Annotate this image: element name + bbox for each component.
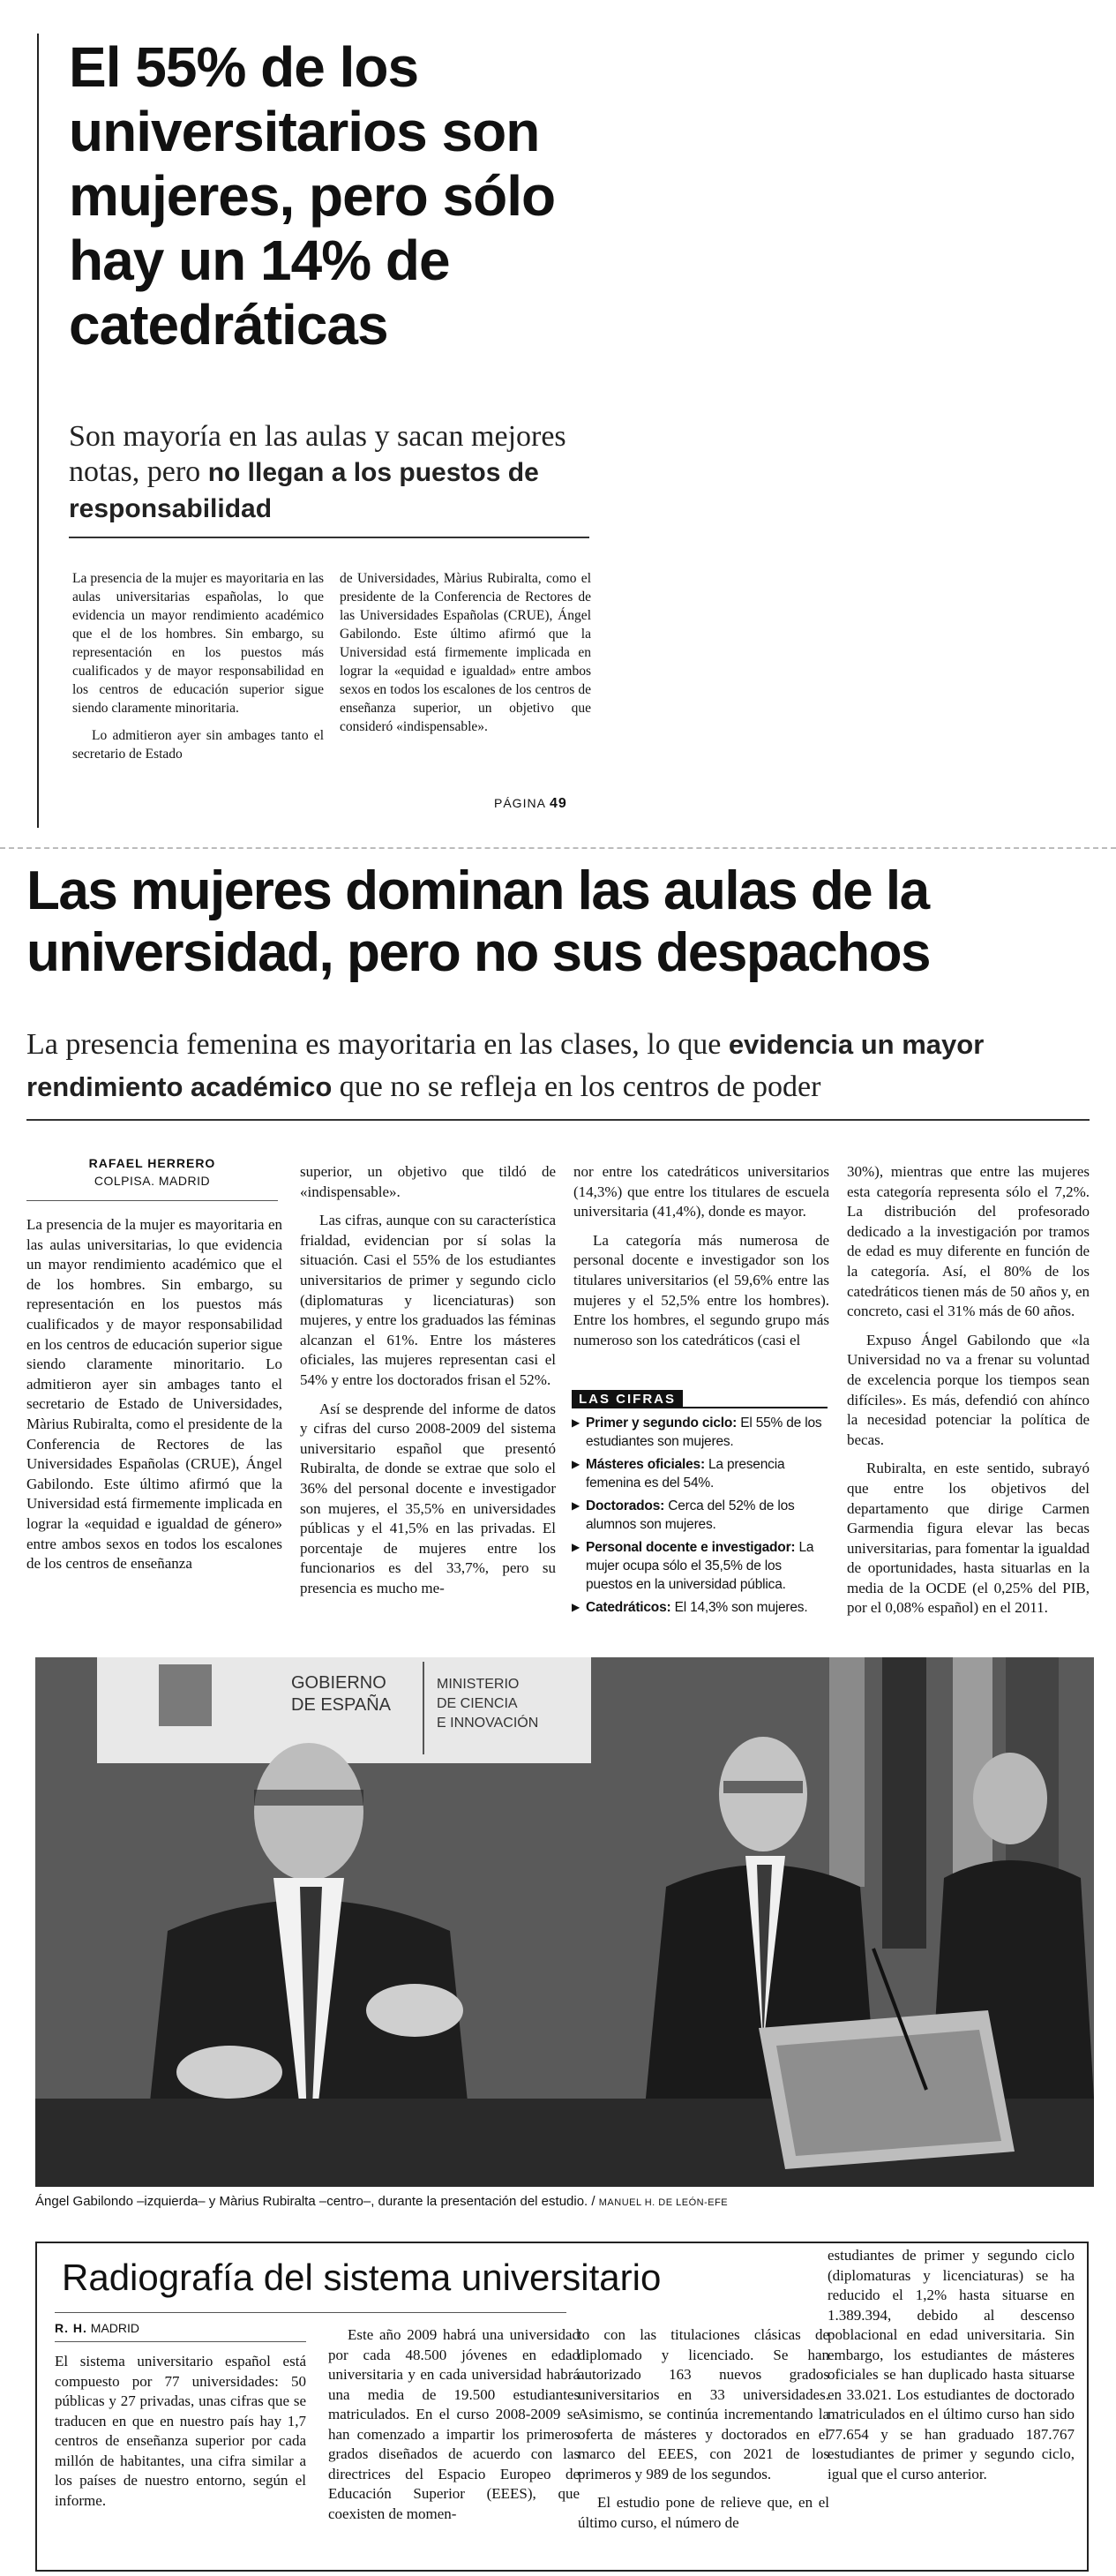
article2-divider <box>26 1119 1090 1121</box>
article1-subheadline-plain: Son mayoría en las aulas y sacan mejores notas, pero <box>69 420 566 488</box>
byline-divider <box>55 2341 306 2342</box>
article1-paragraph: Lo admitieron ayer sin ambages tanto el secretario de Estado <box>72 728 324 762</box>
article2-column-1 <box>26 1215 282 1583</box>
page-reference-number: 49 <box>550 796 567 811</box>
article1-paragraph: de Universidades, Màrius Rubiralta, como el presidente de la Conferencia de Rectores de las Universidades Españolas (CRUE), Ángel Gabilondo. Este último afirmó que la Universidad está firmemente implicada en lograr la «equidad e igualdad» entre ambos sexos en todos los escalones de los centros de enseñanza superior, un objetivo que consideró «indispensable». <box>340 571 591 734</box>
key-figure-text: El 14,3% son mujeres. <box>670 1600 808 1615</box>
article2-paragraph: Así se desprende del informe de datos y cifras del curso 2008-2009 del sistema universitario español que presentó Rubiralta, de donde se extrae que solo el 36% del personal docente e investigador son mujeres, el 35,5% en universidades públicas y el 41,5% en las privadas. El porcentaje de mujeres entre los funcionarios es del 33,7%, pero su presencia es mucho me- <box>300 1400 556 1596</box>
byline-place: MADRID <box>90 2321 140 2335</box>
byline-divider <box>26 1200 278 1201</box>
key-figure-item <box>572 1414 828 1451</box>
article3-byline <box>55 2321 139 2335</box>
article2-paragraph: nor entre los catedráticos universitarios (14,3%) que entre los titulares de escuela universitaria (41,4%), donde es mayor. <box>573 1163 829 1220</box>
article3-column-1 <box>55 2352 306 2520</box>
clipping-separator <box>0 847 1116 849</box>
article2-column-4 <box>847 1162 1090 1627</box>
press-photo <box>35 1657 1094 2187</box>
article1-page-reference[interactable] <box>494 796 567 812</box>
article1-left-rule <box>37 34 39 828</box>
sign-ministry-3: E INNOVACIÓN <box>437 1716 539 1731</box>
article2-subheadline <box>26 1024 1103 1108</box>
article3-column-2 <box>328 2325 580 2533</box>
article3-column-3 <box>578 2325 829 2542</box>
sign-espana: DE ESPAÑA <box>291 1695 391 1715</box>
sign-ministry-2: DE CIENCIA <box>437 1696 518 1711</box>
article2-paragraph: Rubiralta, en este sentido, subrayó que entre los objetivos del departamento que dirige Carmen Garmendia figura elevar las becas universitarias, para fomentar la igualdad de oportunidades, hasta situarlas en la media de la OCDE (el 0,25% del PIB, por el 0,08% español) en el 2011. <box>847 1460 1090 1617</box>
page-reference-label: PÁGINA <box>494 796 546 810</box>
article2-column-3 <box>573 1162 829 1359</box>
article2-headline: Las mujeres dominan las aulas de la universidad, pero no sus despachos <box>26 860 930 983</box>
article2-column-2 <box>300 1162 556 1607</box>
photo-credit: MANUEL H. DE LEÓN-EFE <box>598 2197 729 2208</box>
article1-subheadline-bold: no llegan a los puestos de responsabilidad <box>69 458 539 523</box>
key-figure-label: Personal docente e investigador: <box>586 1540 796 1555</box>
byline-author: R. H. <box>55 2321 87 2335</box>
article3-headline: Radiografía del sistema universitario <box>62 2257 662 2298</box>
article2-paragraph: Las cifras, aunque con su característica frialdad, evidencian por sí solas la situación. Casi el 55% de los estudiantes universitarios de primer y segundo ciclo (diplomaturas y licenciaturas) son mujeres, y entre los graduados las féminas alcanzan el 61%. Entre los másteres oficiales, las mujeres representan casi el 54% y entre los doctorados frisan el 52%. <box>300 1212 556 1388</box>
key-figure-label: Doctorados: <box>586 1498 665 1513</box>
key-figure-item <box>572 1455 828 1492</box>
key-figures-heading: LAS CIFRAS <box>572 1390 683 1408</box>
article3-paragraph: Este año 2009 habrá una universidad por cada 48.500 jóvenes en edad universitaria y en cada universidad habrá una media de 19.500 estudiantes matriculados. En el curso 2008-2009 se han comenzado a impartir los primeros grados diseñados de acuerdo con las directrices del Espacio Europeo de Educación Superior (EEES), que coexisten de momen- <box>328 2326 580 2522</box>
article2-paragraph: 30%), mientras que entre las mujeres esta categoría representa sólo el 7,2%. La distribución del profesorado dedicado a la investigación por tramos de edad es muy diferente en función de la categoría. Así, el 80% de los catedráticos tienen más de 50 años y, en concreto, casi el 31% más de 60 años. <box>847 1163 1090 1320</box>
caption-separator: / <box>591 2194 599 2209</box>
caption-text: Ángel Gabilondo –izquierda– y Màrius Rubiralta –centro–, durante la presentación del estudio. <box>35 2194 588 2209</box>
article3-column-4 <box>828 2246 1075 2493</box>
article1-divider <box>69 537 589 538</box>
byline-place: COLPISA. MADRID <box>94 1174 211 1188</box>
article1-paragraph: La presencia de la mujer es mayoritaria en las aulas universitarias españolas, lo que evidencia un mayor rendimiento académico que el de los hombres. Sin embargo, su representación en los puestos más cualificados y de mayor responsabilidad en los centros de educación superior sigue siendo claramente minoritaria. <box>72 571 324 716</box>
key-figure-text: El 55% de los estudiantes son mujeres. <box>586 1416 822 1449</box>
article1-column-2 <box>340 569 591 745</box>
article3-paragraph: to con las titulaciones clásicas de diplomado y licenciado. Se han autorizado 163 nuevos grados universitarios en 33 universidades. Asimismo, se continúa incrementando la oferta de másteres y doctorados en el marco del EEES, con 2021 de los primeros y 989 de los segundos. <box>578 2326 829 2482</box>
sign-gobierno: GOBIERNO <box>291 1673 386 1693</box>
key-figures-box <box>572 1390 828 1621</box>
article1-subheadline <box>69 419 598 527</box>
byline-author: RAFAEL HERRERO <box>88 1156 216 1170</box>
key-figure-item <box>572 1538 828 1594</box>
article1-column-1 <box>72 569 324 772</box>
key-figure-text: La mujer ocupa sólo el 35,5% de los puestos en la universidad pública. <box>586 1540 814 1592</box>
key-figure-label: Primer y segundo ciclo: <box>586 1416 738 1431</box>
sign-ministry-1: MINISTERIO <box>437 1677 520 1692</box>
key-figure-label: Catedráticos: <box>586 1600 671 1615</box>
article2-paragraph: La presencia de la mujer es mayoritaria en las aulas universitarias, lo que evidencia un mayor rendimiento académico que el de los hombres. Sin embargo, su representación en los puestos más cualificados y de mayor responsabilidad en los centros de educación superior sigue siendo claramente minoritario. Lo admitieron ayer sin ambages tanto el secretario de Estado de Universidades, Màrius Rubiralta, como el presidente de la Conferencia de Rectores de las Universidades Españolas (CRUE), Ángel Gabilondo. Este último afirmó que la Universidad está firmemente implicada en lograr la «equidad e igualdad de género» entre ambos sexos en todos los escalones de los centros de enseñanza <box>26 1216 282 1573</box>
article3-paragraph: El sistema universitario español está compuesto por 77 universidades: 50 públicas y 27 privadas, unas cifras que se traducen en que en nuestro país hay 1,7 centros de enseñanza superior por cada millón de habitantes, una cifra similar a los países de nuestro entorno, según el informe. <box>55 2353 306 2509</box>
article2-byline <box>26 1156 278 1188</box>
article2-paragraph: La categoría más numerosa de personal docente e investigador son los titulares universitarios (el 59,6% entre las mujeres y el 52,5% entre los hombres). Entre los hombres, el segundo grupo más numeroso son los catedráticos (casi el <box>573 1231 829 1348</box>
article1-headline: El 55% de los universitarios son mujeres, pero sólo hay un 14% de catedráticas <box>69 35 556 357</box>
article3-divider <box>55 2312 566 2313</box>
key-figure-label: Másteres oficiales: <box>586 1457 705 1472</box>
article3-paragraph: El estudio pone de relieve que, en el último curso, el número de <box>578 2494 829 2531</box>
article2-subheadline-bold: evidencia un mayor rendimiento académico <box>26 1029 985 1102</box>
article2-subheadline-part1: La presencia femenina es mayoritaria en las clases, lo que <box>26 1028 729 1061</box>
article2-paragraph: superior, un objetivo que tildó de «indispensable». <box>300 1163 556 1200</box>
article2-subheadline-part2: que no se refleja en los centros de poder <box>332 1070 821 1103</box>
photo-caption <box>35 2194 1094 2209</box>
key-figure-text: Cerca del 52% de los alumnos son mujeres. <box>586 1498 795 1532</box>
key-figure-item <box>572 1598 828 1617</box>
article2-paragraph: Expuso Ángel Gabilondo que «la Universidad no va a frenar su voluntad de excelencia porque los tiempos sean difíciles». Es más, defendió con ahínco la necesidad potenciar la política de becas. <box>847 1331 1090 1448</box>
article3-paragraph: estudiantes de primer y segundo ciclo (diplomaturas y licenciaturas) se ha reducido el 1,2% hasta situarse en 1.389.394, debido al descenso poblacional en edad universitaria. Sin embargo, los estudiantes de másteres oficiales se han duplicado hasta situarse en 33.021. Los estudiantes de doctorado matriculados en el último curso han sido 77.654 y se han graduado 187.767 estudiantes de primer y segundo ciclo, igual que el curso anterior. <box>828 2247 1075 2482</box>
key-figure-text: La presencia femenina es del 54%. <box>586 1457 785 1491</box>
key-figure-item <box>572 1497 828 1534</box>
press-photo-illustration <box>35 1657 1094 2187</box>
